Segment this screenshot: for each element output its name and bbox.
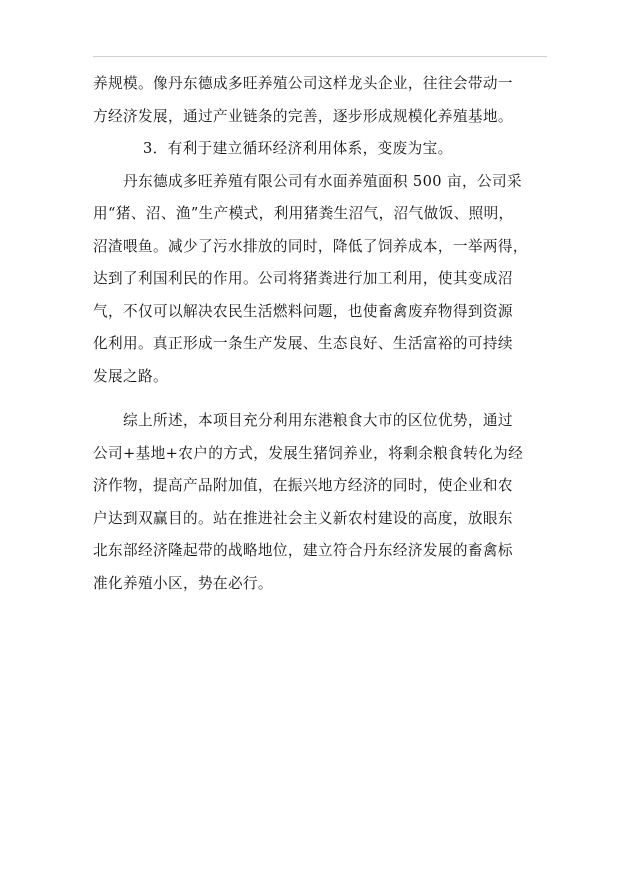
header-rule bbox=[93, 56, 547, 57]
paragraph-line: 户达到双赢目的。站在推进社会主义新农村建设的高度，放眼东 bbox=[93, 509, 513, 527]
paragraph-line: 丹东德成多旺养殖有限公司有水面养殖面积 500 亩，公司采 bbox=[123, 172, 522, 190]
paragraph-line: 北东部经济隆起带的战略地位，建立符合丹东经济发展的畜禽标 bbox=[93, 542, 513, 559]
paragraph-line: 气，不仅可以解决农民生活燃料问题，也使畜禽废弃物得到资源 bbox=[93, 302, 513, 320]
section-heading: 3．有利于建立循环经济利用体系，变废为宝。 bbox=[143, 140, 453, 157]
paragraph-spacer bbox=[93, 393, 547, 405]
paragraph-line: 沼渣喂鱼。减少了污水排放的同时，降低了饲养成本，一举两得， bbox=[93, 237, 528, 255]
paragraph-line: 用“猪、沼、渔”生产模式，利用猪粪生沼气，沼气做饭、照明， bbox=[93, 205, 514, 222]
paragraph-line: 发展之路。 bbox=[93, 367, 168, 385]
paragraph-line: 公司+基地+农户的方式，发展生猪饲养业，将剩余粮食转化为经 bbox=[93, 444, 524, 462]
text-line: 养规模。像丹东德成多旺养殖公司这样龙头企业，往往会带动一 bbox=[93, 75, 513, 92]
paragraph-line: 综上所述，本项目充分利用东港粮食大市的区位优势，通过 bbox=[123, 412, 513, 429]
paragraph-line: 准化养殖小区，势在必行。 bbox=[93, 574, 273, 592]
text-line: 方经济发展，通过产业链条的完善，逐步形成规模化养殖基地。 bbox=[93, 107, 513, 125]
paragraph-line: 济作物，提高产品附加值，在振兴地方经济的同时，使企业和农 bbox=[93, 477, 513, 494]
paragraph-line: 化利用。真正形成一条生产发展、生态良好、生活富裕的可持续 bbox=[93, 335, 513, 352]
paragraph-line: 达到了利国利民的作用。公司将猪粪进行加工利用，使其变成沼 bbox=[93, 270, 513, 287]
document-body bbox=[93, 68, 547, 600]
